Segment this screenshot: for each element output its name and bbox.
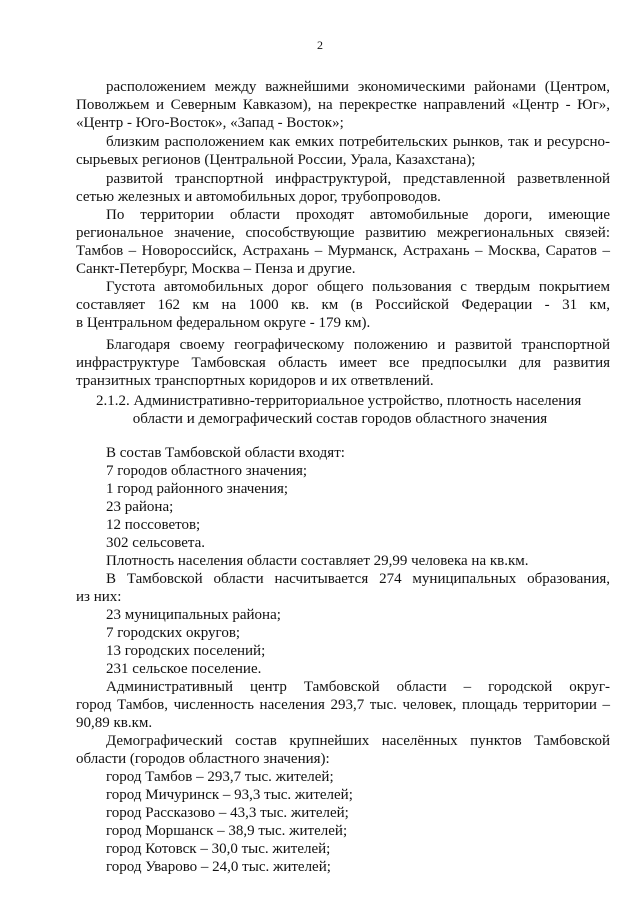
text-line: В Тамбовской области насчитывается 274 муниципальных образования, <box>106 571 610 587</box>
list-item: город Тамбов – 293,7 тыс. жителей; <box>106 769 334 785</box>
text-line: близким расположением как емких потребительских рынков, так и ресурсно- <box>106 134 610 150</box>
text-line: инфраструктуре Тамбовская область имеет все предпосылки для развития <box>76 355 610 371</box>
page-number: 2 <box>317 38 323 52</box>
text-line: региональное значение, способствующие развитию межрегиональных связей: <box>76 225 610 241</box>
text-line: город Тамбов, численность населения 293,7 тыс. человек, площадь территории – <box>76 697 610 713</box>
text-line: Административный центр Тамбовской области – городской округ- <box>106 679 610 695</box>
text-line: Густота автомобильных дорог общего пользования с твердым покрытием <box>106 279 610 295</box>
list-item: город Котовск – 30,0 тыс. жителей; <box>106 841 331 857</box>
list-item: 7 городов областного значения; <box>106 463 308 479</box>
text-line: составляет 162 км на 1000 кв. км (в Российской Федерации - 31 км, <box>76 297 610 313</box>
list-item: 13 городских поселений; <box>106 643 266 659</box>
text-line: из них: <box>76 589 122 605</box>
text-line: Плотность населения области составляет 29,99 человека на кв.км. <box>106 553 529 569</box>
list-item: 12 поссоветов; <box>106 517 201 533</box>
heading-line: области и демографический состав городов областного значения <box>132 411 548 427</box>
text-line: Санкт-Петербург, Москва – Пенза и другие. <box>76 261 356 277</box>
list-item: 231 сельское поселение. <box>106 661 262 677</box>
text-line: Тамбов – Новороссийск, Астрахань – Мурманск, Астрахань – Москва, Саратов – <box>76 243 610 259</box>
list-item: город Моршанск – 38,9 тыс. жителей; <box>106 823 348 839</box>
text-line: транзитных транспортных коридоров и их ответвлений. <box>76 373 434 389</box>
text-line: развитой транспортной инфраструктурой, представленной разветвленной <box>106 171 610 187</box>
list-item: 7 городских округов; <box>106 625 241 641</box>
text-line: 90,89 кв.км. <box>76 715 153 731</box>
list-item: город Рассказово – 43,3 тыс. жителей; <box>106 805 349 821</box>
text-line: сетью железных и автомобильных дорог, трубопроводов. <box>76 189 441 205</box>
heading-line: 2.1.2. Административно-территориальное устройство, плотность населения <box>96 393 582 409</box>
text-line: области (городов областного значения): <box>76 751 330 767</box>
text-line: Поволжьем и Северным Кавказом), на перекрестке направлений «Центр - Юг», <box>76 97 610 113</box>
text-line: В состав Тамбовской области входят: <box>106 445 345 461</box>
text-line: «Центр - Юго-Восток», «Запад - Восток»; <box>76 115 344 131</box>
text-line: По территории области проходят автомобильные дороги, имеющие <box>106 207 610 223</box>
list-item: город Уварово – 24,0 тыс. жителей; <box>106 859 331 875</box>
list-item: 302 сельсовета. <box>106 535 206 551</box>
list-item: 1 город районного значения; <box>106 481 289 497</box>
text-line: сырьевых регионов (Центральной России, Урала, Казахстана); <box>76 152 476 168</box>
list-item: 23 района; <box>106 499 174 515</box>
text-line: в Центральном федеральном округе - 179 км). <box>76 315 371 331</box>
list-item: город Мичуринск – 93,3 тыс. жителей; <box>106 787 353 803</box>
text-line: расположением между важнейшими экономическими районами (Центром, <box>106 79 610 95</box>
list-item: 23 муниципальных района; <box>106 607 281 623</box>
text-line: Благодаря своему географическому положению и развитой транспортной <box>106 337 610 353</box>
text-line: Демографический состав крупнейших населённых пунктов Тамбовской <box>106 733 610 749</box>
